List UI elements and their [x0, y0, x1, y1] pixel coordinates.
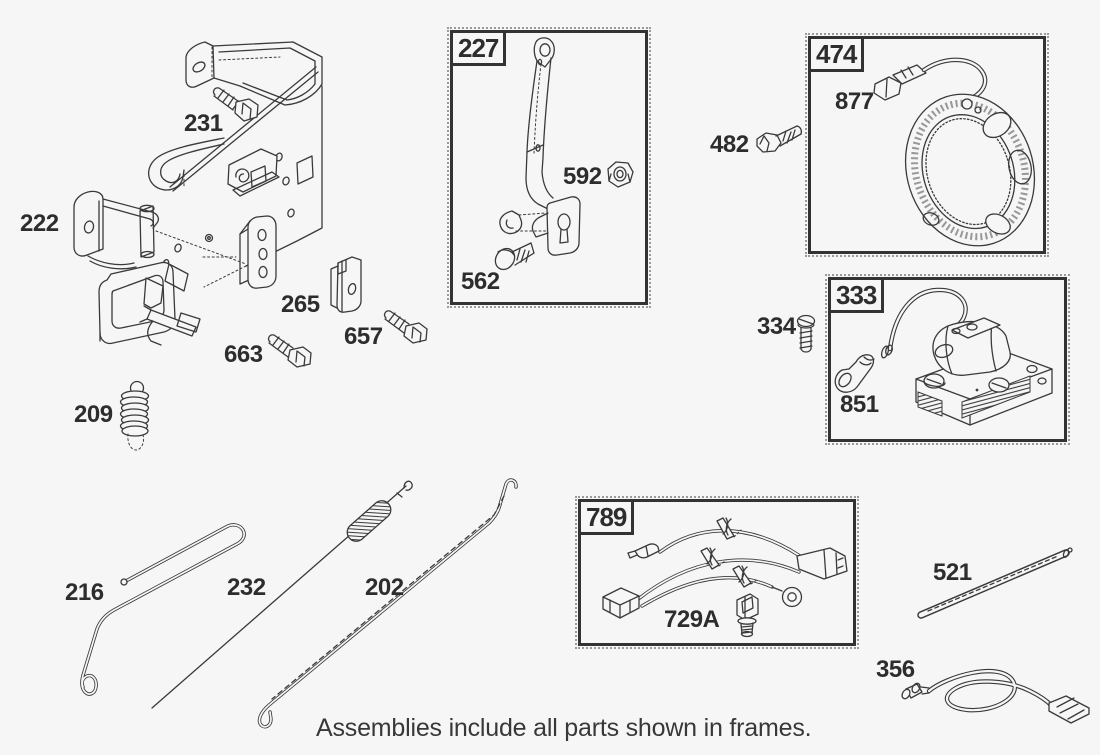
frame-label-227: 227 — [450, 30, 506, 66]
part-label-265: 265 — [281, 291, 320, 318]
part-label-592: 592 — [563, 163, 602, 190]
part-label-356: 356 — [876, 656, 915, 683]
part-label-232: 232 — [227, 574, 266, 601]
part-drawing-663-screw — [269, 335, 311, 367]
part-drawing-216-rod — [82, 525, 244, 694]
part-label-216: 216 — [65, 579, 104, 606]
part-label-521: 521 — [933, 559, 972, 586]
part-drawing-227-lever — [500, 38, 580, 255]
part-drawing-334-screw — [798, 316, 815, 353]
part-label-562: 562 — [461, 268, 500, 295]
part-label-334: 334 — [757, 313, 796, 340]
part-label-209: 209 — [74, 401, 113, 428]
part-drawing-209-spring — [121, 382, 149, 451]
part-drawing-877-alternator — [874, 60, 1054, 263]
part-drawing-789-harness — [603, 518, 847, 618]
frame-label-789: 789 — [578, 499, 634, 535]
frame-label-474: 474 — [808, 36, 864, 72]
part-drawing-356-cable — [900, 671, 1089, 723]
footer-note: Assemblies include all parts shown in frames. — [316, 714, 812, 742]
part-drawing-592-nut — [608, 162, 633, 187]
part-label-877: 877 — [835, 88, 874, 115]
part-drawing-482-screw — [757, 126, 801, 152]
part-label-657: 657 — [344, 323, 383, 350]
part-label-222: 222 — [20, 210, 59, 237]
part-drawing-851-boot — [835, 345, 889, 392]
part-label-851: 851 — [840, 391, 879, 418]
part-label-663: 663 — [224, 341, 263, 368]
part-drawing-333-coil — [884, 290, 1052, 425]
part-drawing-657-screw — [385, 311, 427, 343]
part-label-482: 482 — [710, 131, 749, 158]
part-drawing-729A-clip — [737, 594, 758, 637]
part-drawing-265-clip — [331, 257, 361, 312]
frame-label-333: 333 — [828, 277, 884, 313]
part-label-202: 202 — [365, 574, 404, 601]
part-label-231: 231 — [184, 110, 223, 137]
part-label-729A: 729A — [664, 606, 720, 633]
